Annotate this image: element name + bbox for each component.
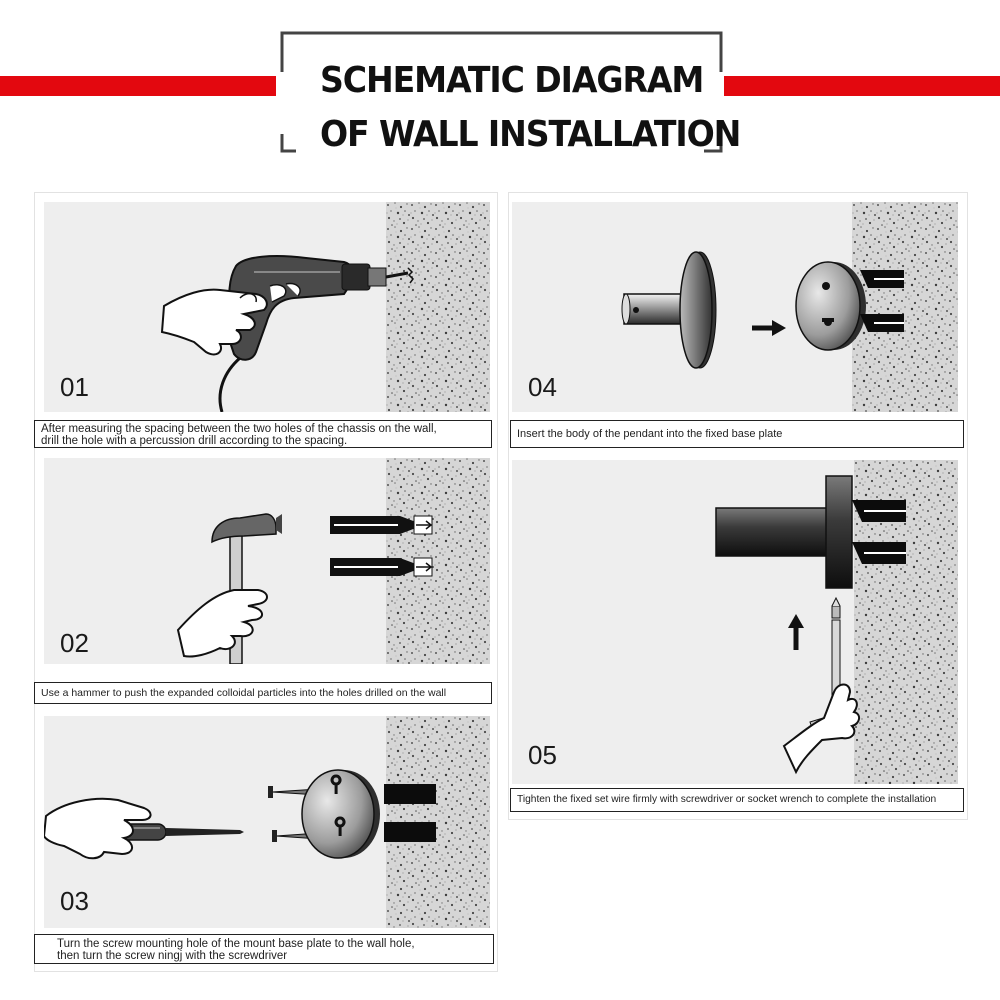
page-title-line-1: SCHEMATIC DIAGRAM (320, 60, 704, 101)
step-03-caption (34, 934, 494, 964)
hand-drill-icon (44, 202, 490, 412)
step-01-caption (34, 420, 492, 448)
step-number: 02 (60, 628, 89, 658)
header-accent-bar-right (724, 76, 1000, 96)
title-box (276, 30, 741, 155)
step-02-caption (34, 682, 492, 704)
caption-line: After measuring the spacing between the two holes of the chassis on the wall, (41, 423, 437, 435)
header-accent-bar-left (0, 76, 276, 96)
step-04-panel (512, 202, 958, 412)
caption-line: Insert the body of the pendant into the fixed base plate (517, 428, 783, 440)
caption-line: Use a hammer to push the expanded colloidal particles into the holes drilled on the wall (41, 687, 447, 699)
hex-key-icon (512, 460, 958, 784)
step-number: 05 (528, 740, 557, 770)
step-01-panel (44, 202, 490, 412)
caption-line: Turn the screw mounting hole of the mount base plate to the wall hole, (57, 938, 415, 950)
caption-line: then turn the screw ningj with the screwdriver (57, 950, 288, 962)
step-05-caption (510, 788, 964, 812)
page-title-line-2: OF WALL INSTALLATION (320, 114, 741, 155)
step-number: 01 (60, 372, 89, 402)
wall-plug-icon (44, 458, 490, 664)
step-number: 03 (60, 886, 89, 916)
base-plate-icon (44, 716, 490, 928)
base-plate-icon (512, 202, 958, 412)
step-04-caption (510, 420, 964, 448)
caption-line: drill the hole with a percussion drill according to the spacing. (41, 435, 348, 447)
step-03-panel (44, 716, 490, 928)
step-number: 04 (528, 372, 557, 402)
step-05-panel (512, 460, 958, 784)
caption-line: Tighten the fixed set wire firmly with screwdriver or socket wrench to complete the installation (517, 794, 937, 805)
step-02-panel (44, 458, 490, 664)
